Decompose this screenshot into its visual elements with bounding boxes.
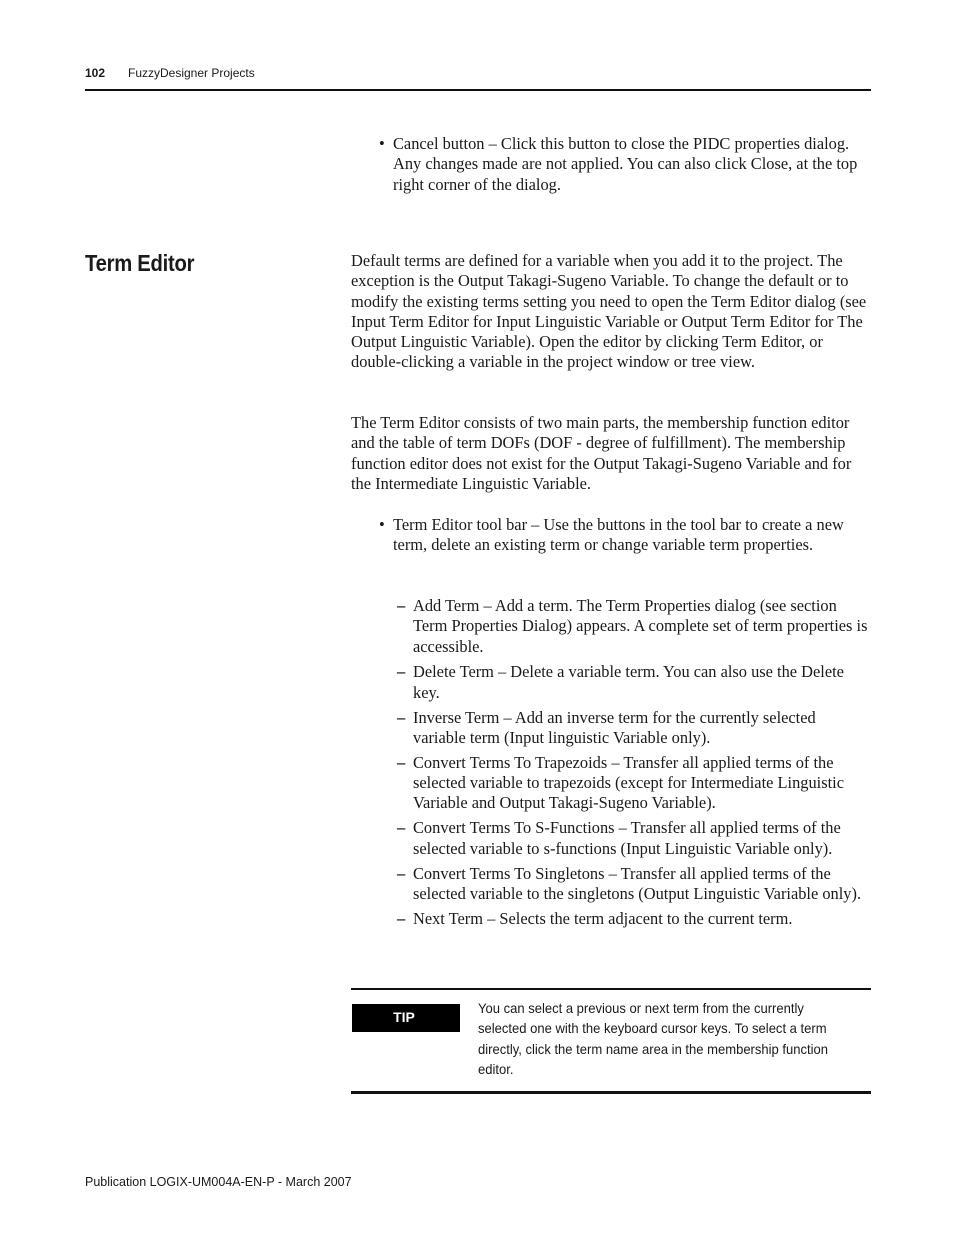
tip-bottom-divider [351, 1091, 871, 1094]
dash-marker: – [397, 818, 406, 838]
list-item-convert-singletons [397, 864, 871, 905]
header-divider [85, 89, 871, 91]
dash-marker: – [397, 863, 406, 883]
dash-marker: – [397, 908, 406, 928]
bullet-item-cancel-button [379, 134, 859, 195]
list-item-convert-trapezoids [397, 753, 871, 814]
body-paragraph-1: Default terms are defined for a variable when you add it to the project. The exception is the Output Takagi-Sugeno Variable. To change the default or to modify the existing terms setting you need to open the Term Editor dialog (see Input Term Editor for Input Linguistic Variable or Output Term Editor for The Output Linguistic Variable). Open the editor by clicking Term Editor, or double-clicking a variable in the project window or tree view. [351, 251, 867, 372]
page-number: 102 [85, 66, 106, 80]
list-item-text: Delete Term – Delete a variable term. You can also use the Delete key. [413, 662, 844, 702]
section-heading: Term Editor [85, 250, 195, 276]
bullet-marker: • [379, 515, 385, 534]
list-item-delete-term [397, 662, 871, 703]
tip-text: You can select a previous or next term from the currently selected one with the keyboard cursor keys. To select a term directly, click the term name area in the membership function editor. [478, 1000, 829, 1077]
list-item-text: Next Term – Selects the term adjacent to the current term. [413, 908, 793, 928]
list-item-text: Convert Terms To Singletons – Transfer all applied terms of the selected variable to the singletons (Output Linguistic Variable only). [413, 863, 862, 903]
tip-label: TIP [352, 1004, 460, 1032]
list-item-text: Convert Terms To S-Functions – Transfer all applied terms of the selected variable to s-functions (Input Linguistic Variable only). [413, 818, 841, 858]
body-paragraph-2: The Term Editor consists of two main parts, the membership function editor and the table of term DOFs (DOF - degree of fulfillment). The membership function editor does not exist for the Output Takagi-Sugeno Variable and for the Intermediate Linguistic Variable. [351, 413, 852, 493]
list-item-inverse-term [397, 708, 871, 749]
list-item-add-term [397, 596, 871, 657]
bullet-text: Term Editor tool bar – Use the buttons in the tool bar to create a new term, delete an existing term or change variable term properties. [393, 515, 844, 555]
bullet-text: Cancel button – Click this button to close the PIDC properties dialog. Any changes made are not applied. You can also click Close, at the top right corner of the dialog. [393, 134, 858, 194]
list-item-text: Add Term – Add a term. The Term Properties dialog (see section Term Properties Dialog) appears. A complete set of term properties is accessible. [413, 596, 868, 656]
tip-top-divider [351, 988, 871, 990]
list-item-text: Inverse Term – Add an inverse term for the currently selected variable term (Input linguistic Variable only). [413, 707, 816, 747]
page-header [85, 66, 871, 86]
list-item-convert-s-functions [397, 818, 871, 859]
publication-footer: Publication LOGIX-UM004A-EN-P - March 2007 [85, 1175, 352, 1189]
dash-marker: – [397, 662, 406, 682]
toolbar-command-list [397, 596, 871, 934]
dash-marker: – [397, 752, 406, 772]
list-item-next-term [397, 909, 871, 929]
running-header-title: FuzzyDesigner Projects [128, 66, 255, 80]
dash-marker: – [397, 707, 406, 727]
dash-marker: – [397, 596, 406, 615]
bullet-item-term-editor-toolbar [379, 515, 869, 556]
list-item-text: Convert Terms To Trapezoids – Transfer all applied terms of the selected variable to trapezoids (except for Intermediate Linguistic Variable and Output Takagi-Sugeno Variable). [413, 752, 844, 813]
bullet-marker: • [379, 134, 385, 153]
